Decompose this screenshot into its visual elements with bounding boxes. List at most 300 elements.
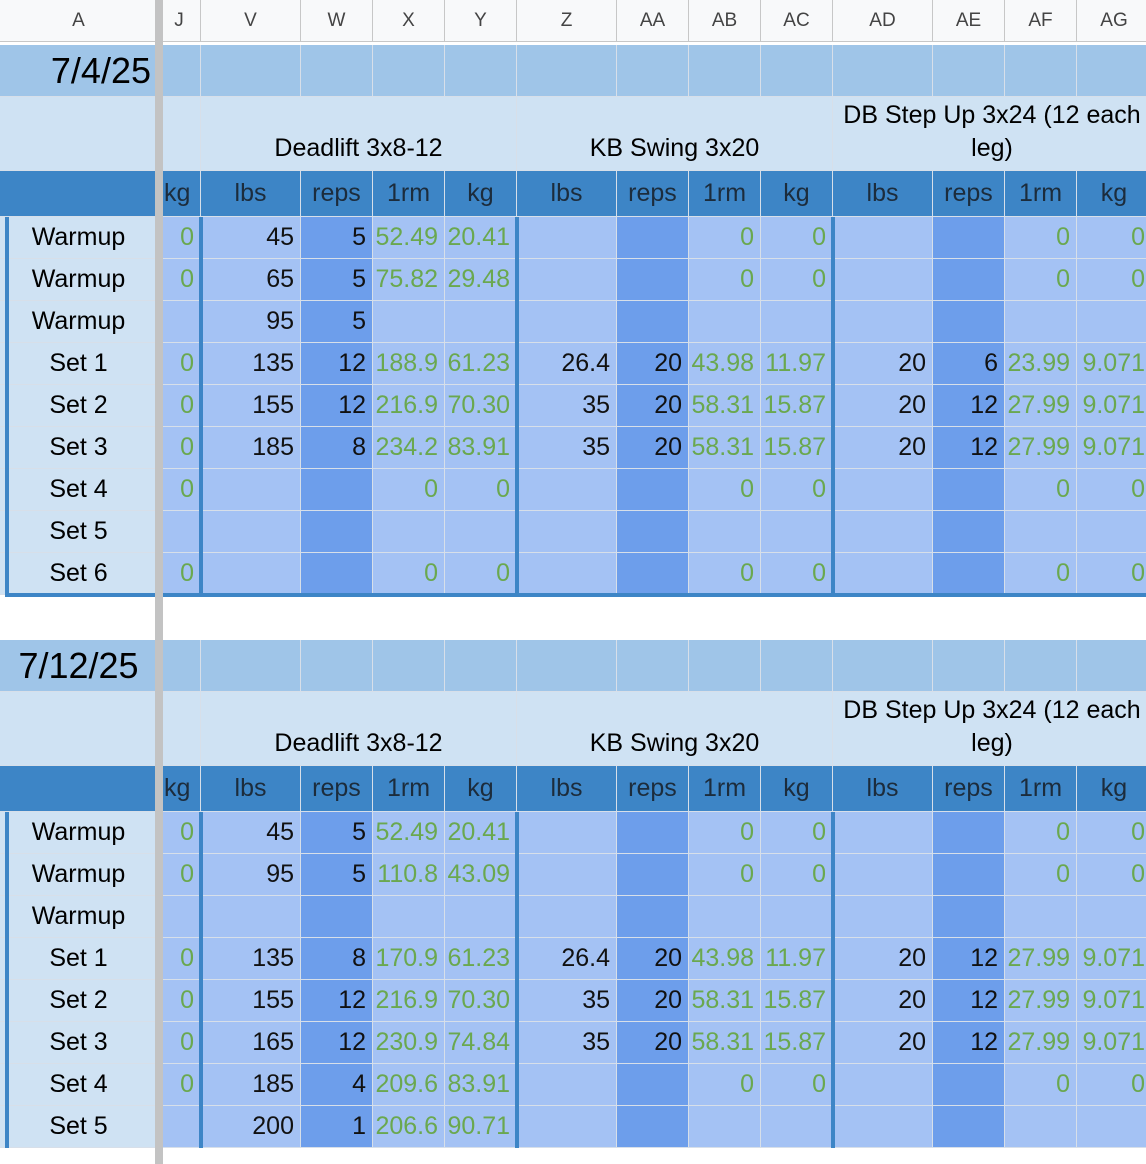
subheader-reps[interactable]: reps [933,171,1005,217]
data-cell[interactable]: 35 [517,1022,617,1064]
data-cell[interactable] [933,854,1005,896]
data-cell[interactable] [1077,1106,1146,1148]
data-cell[interactable]: 20 [617,385,689,427]
data-cell[interactable] [833,511,933,553]
data-cell[interactable]: 83.91 [445,1064,517,1106]
data-cell[interactable]: 234.2 [373,427,445,469]
data-cell[interactable]: 0 [1005,812,1077,854]
data-cell[interactable] [761,301,833,343]
data-cell[interactable] [833,301,933,343]
data-cell[interactable]: 12 [933,938,1005,980]
data-cell[interactable]: 135 [201,343,301,385]
data-cell[interactable]: 61.23 [445,343,517,385]
data-cell[interactable]: 0 [158,812,201,854]
column-header-x[interactable]: X [373,0,445,42]
column-header-af[interactable]: AF [1005,0,1077,42]
data-cell[interactable]: 12 [933,1022,1005,1064]
data-cell[interactable] [833,553,933,595]
data-cell[interactable]: 0 [1005,469,1077,511]
subheader-lbs[interactable]: lbs [833,766,933,812]
data-cell[interactable]: 20 [833,427,933,469]
column-header-a[interactable]: A [0,0,158,42]
row-label[interactable]: Warmup [0,854,158,896]
data-cell[interactable]: 27.99 [1005,1022,1077,1064]
exercise-band-cell[interactable] [158,692,201,766]
date-band-cell[interactable] [1005,640,1077,692]
data-cell[interactable]: 0 [158,259,201,301]
data-cell[interactable]: 74.84 [445,1022,517,1064]
data-cell[interactable]: 0 [689,812,761,854]
data-cell[interactable]: 0 [158,854,201,896]
data-cell[interactable]: 0 [158,217,201,259]
subheader-kg[interactable]: kg [445,171,517,217]
data-cell[interactable]: 43.98 [689,938,761,980]
date-band-cell[interactable] [689,640,761,692]
subheader-lbs[interactable]: lbs [517,171,617,217]
data-cell[interactable]: 0 [689,553,761,595]
data-cell[interactable]: 0 [761,259,833,301]
data-cell[interactable] [933,469,1005,511]
data-cell[interactable]: 0 [761,1064,833,1106]
data-cell[interactable] [617,217,689,259]
row-label[interactable]: Set 4 [0,1064,158,1106]
data-cell[interactable]: 8 [301,427,373,469]
data-cell[interactable]: 20 [833,1022,933,1064]
date-band-cell[interactable] [689,45,761,97]
date-band-cell[interactable] [761,640,833,692]
data-cell[interactable] [301,511,373,553]
column-header-ab[interactable]: AB [689,0,761,42]
data-cell[interactable]: 188.9 [373,343,445,385]
data-cell[interactable]: 27.99 [1005,938,1077,980]
data-cell[interactable] [445,511,517,553]
data-cell[interactable] [373,896,445,938]
data-cell[interactable]: 0 [1077,812,1146,854]
data-cell[interactable] [617,301,689,343]
data-cell[interactable]: 29.48 [445,259,517,301]
data-cell[interactable] [517,511,617,553]
date-band-cell[interactable] [158,45,201,97]
data-cell[interactable]: 20.41 [445,812,517,854]
data-cell[interactable] [1005,301,1077,343]
data-cell[interactable]: 20 [833,938,933,980]
data-cell[interactable] [517,217,617,259]
data-cell[interactable]: 0 [158,385,201,427]
data-cell[interactable] [689,1106,761,1148]
data-cell[interactable]: 0 [761,812,833,854]
exercise-band-cell[interactable] [0,97,158,171]
data-cell[interactable]: 5 [301,301,373,343]
data-cell[interactable]: 12 [301,385,373,427]
data-cell[interactable]: 35 [517,385,617,427]
data-cell[interactable]: 155 [201,385,301,427]
data-cell[interactable] [617,553,689,595]
data-cell[interactable] [833,259,933,301]
data-cell[interactable] [833,217,933,259]
data-cell[interactable] [373,301,445,343]
data-cell[interactable] [201,553,301,595]
exercise-band-cell[interactable] [0,692,158,766]
data-cell[interactable] [517,854,617,896]
session-date[interactable]: 7/4/25 [0,45,158,97]
data-cell[interactable]: 26.4 [517,343,617,385]
data-cell[interactable]: 200 [201,1106,301,1148]
data-cell[interactable] [517,1064,617,1106]
subheader-label-cell[interactable] [0,171,158,217]
data-cell[interactable]: 9.071 [1077,938,1146,980]
date-band-cell[interactable] [617,45,689,97]
data-cell[interactable]: 209.6 [373,1064,445,1106]
data-cell[interactable] [933,217,1005,259]
row-label[interactable]: Warmup [0,301,158,343]
data-cell[interactable]: 230.9 [373,1022,445,1064]
data-cell[interactable]: 135 [201,938,301,980]
data-cell[interactable]: 4 [301,1064,373,1106]
data-cell[interactable] [689,896,761,938]
data-cell[interactable] [833,1106,933,1148]
data-cell[interactable]: 58.31 [689,1022,761,1064]
data-cell[interactable] [933,1064,1005,1106]
subheader-kg[interactable]: kg [158,766,201,812]
data-cell[interactable]: 20 [617,427,689,469]
exercise-name-2[interactable]: KB Swing 3x20 [517,692,833,766]
data-cell[interactable]: 0 [1005,259,1077,301]
data-cell[interactable] [617,511,689,553]
data-cell[interactable]: 0 [761,217,833,259]
data-cell[interactable]: 5 [301,812,373,854]
data-cell[interactable]: 45 [201,812,301,854]
data-cell[interactable]: 0 [1005,854,1077,896]
data-cell[interactable] [445,896,517,938]
date-band-cell[interactable] [1077,45,1146,97]
date-band-cell[interactable] [301,45,373,97]
data-cell[interactable]: 0 [689,469,761,511]
data-cell[interactable]: 35 [517,980,617,1022]
exercise-name-1[interactable]: Deadlift 3x8-12 [201,97,517,171]
data-cell[interactable] [517,259,617,301]
data-cell[interactable]: 12 [301,980,373,1022]
subheader-1rm[interactable]: 1rm [689,171,761,217]
data-cell[interactable] [158,511,201,553]
subheader-1rm[interactable]: 1rm [1005,171,1077,217]
data-cell[interactable] [617,259,689,301]
data-cell[interactable]: 70.30 [445,385,517,427]
data-cell[interactable]: 1 [301,1106,373,1148]
subheader-kg[interactable]: kg [761,171,833,217]
data-cell[interactable]: 20 [833,980,933,1022]
data-cell[interactable] [158,896,201,938]
data-cell[interactable] [761,1106,833,1148]
data-cell[interactable]: 206.6 [373,1106,445,1148]
data-cell[interactable]: 20 [617,938,689,980]
data-cell[interactable]: 9.071 [1077,385,1146,427]
data-cell[interactable]: 12 [933,385,1005,427]
data-cell[interactable] [1077,896,1146,938]
data-cell[interactable]: 216.9 [373,385,445,427]
data-cell[interactable]: 5 [301,854,373,896]
date-band-cell[interactable] [1005,45,1077,97]
data-cell[interactable] [517,896,617,938]
data-cell[interactable]: 83.91 [445,427,517,469]
data-cell[interactable] [933,1106,1005,1148]
row-label[interactable]: Set 1 [0,938,158,980]
column-header-ad[interactable]: AD [833,0,933,42]
row-label[interactable]: Set 6 [0,553,158,595]
data-cell[interactable]: 0 [1005,553,1077,595]
data-cell[interactable] [617,812,689,854]
column-header-aa[interactable]: AA [617,0,689,42]
date-band-cell[interactable] [445,640,517,692]
data-cell[interactable]: 35 [517,427,617,469]
date-band-cell[interactable] [833,45,933,97]
data-cell[interactable] [445,301,517,343]
data-cell[interactable]: 5 [301,217,373,259]
data-cell[interactable]: 15.87 [761,385,833,427]
date-band-cell[interactable] [201,640,301,692]
data-cell[interactable]: 58.31 [689,980,761,1022]
data-cell[interactable] [761,511,833,553]
data-cell[interactable] [933,553,1005,595]
data-cell[interactable]: 12 [933,427,1005,469]
row-label[interactable]: Warmup [0,217,158,259]
date-band-cell[interactable] [158,640,201,692]
row-label[interactable]: Set 4 [0,469,158,511]
date-band-cell[interactable] [833,640,933,692]
date-band-cell[interactable] [517,45,617,97]
data-cell[interactable] [617,854,689,896]
row-label[interactable]: Warmup [0,896,158,938]
data-cell[interactable]: 0 [1005,1064,1077,1106]
data-cell[interactable]: 15.87 [761,427,833,469]
data-cell[interactable] [933,812,1005,854]
data-cell[interactable]: 27.99 [1005,385,1077,427]
column-header-ag[interactable]: AG [1077,0,1146,42]
data-cell[interactable] [833,1064,933,1106]
data-cell[interactable] [517,1106,617,1148]
data-cell[interactable]: 52.49 [373,217,445,259]
row-label[interactable]: Set 5 [0,511,158,553]
subheader-1rm[interactable]: 1rm [689,766,761,812]
row-label[interactable]: Set 1 [0,343,158,385]
data-cell[interactable]: 61.23 [445,938,517,980]
date-band-cell[interactable] [373,640,445,692]
column-header-w[interactable]: W [301,0,373,42]
data-cell[interactable]: 0 [373,469,445,511]
subheader-label-cell[interactable] [0,766,158,812]
data-cell[interactable] [617,896,689,938]
data-cell[interactable]: 0 [1077,259,1146,301]
data-cell[interactable]: 0 [445,553,517,595]
data-cell[interactable]: 20 [617,343,689,385]
data-cell[interactable]: 9.071 [1077,980,1146,1022]
data-cell[interactable]: 0 [158,469,201,511]
date-band-cell[interactable] [933,45,1005,97]
column-header-v[interactable]: V [201,0,301,42]
subheader-kg[interactable]: kg [158,171,201,217]
date-band-cell[interactable] [445,45,517,97]
date-band-cell[interactable] [617,640,689,692]
data-cell[interactable]: 0 [158,553,201,595]
subheader-1rm[interactable]: 1rm [373,766,445,812]
data-cell[interactable] [201,896,301,938]
data-cell[interactable]: 110.8 [373,854,445,896]
data-cell[interactable]: 43.09 [445,854,517,896]
data-cell[interactable]: 0 [689,854,761,896]
subheader-reps[interactable]: reps [617,171,689,217]
data-cell[interactable] [301,553,373,595]
frozen-column-divider[interactable] [155,0,163,1164]
data-cell[interactable]: 0 [158,1022,201,1064]
data-cell[interactable]: 0 [689,217,761,259]
data-cell[interactable]: 0 [158,980,201,1022]
exercise-band-cell[interactable] [158,97,201,171]
row-label[interactable]: Set 3 [0,427,158,469]
data-cell[interactable]: 0 [1077,469,1146,511]
data-cell[interactable]: 0 [158,343,201,385]
date-band-cell[interactable] [517,640,617,692]
data-cell[interactable] [933,301,1005,343]
exercise-name-3[interactable]: DB Step Up 3x24 (12 each leg) [833,692,1146,766]
data-cell[interactable]: 20 [617,980,689,1022]
exercise-name-3[interactable]: DB Step Up 3x24 (12 each leg) [833,97,1146,171]
data-cell[interactable]: 5 [301,259,373,301]
data-cell[interactable]: 0 [689,1064,761,1106]
data-cell[interactable]: 58.31 [689,427,761,469]
row-label[interactable]: Warmup [0,812,158,854]
data-cell[interactable]: 0 [1077,217,1146,259]
data-cell[interactable]: 70.30 [445,980,517,1022]
column-header-ae[interactable]: AE [933,0,1005,42]
subheader-lbs[interactable]: lbs [833,171,933,217]
data-cell[interactable] [1077,511,1146,553]
column-header-y[interactable]: Y [445,0,517,42]
data-cell[interactable]: 0 [689,259,761,301]
data-cell[interactable] [1005,1106,1077,1148]
data-cell[interactable] [617,1106,689,1148]
data-cell[interactable]: 6 [933,343,1005,385]
data-cell[interactable] [833,854,933,896]
data-cell[interactable] [517,301,617,343]
data-cell[interactable]: 11.97 [761,938,833,980]
data-cell[interactable]: 0 [1077,854,1146,896]
data-cell[interactable] [301,469,373,511]
data-cell[interactable]: 0 [158,938,201,980]
date-band-cell[interactable] [301,640,373,692]
data-cell[interactable] [201,469,301,511]
data-cell[interactable]: 185 [201,427,301,469]
date-band-cell[interactable] [373,45,445,97]
data-cell[interactable]: 0 [1077,1064,1146,1106]
data-cell[interactable]: 95 [201,301,301,343]
data-cell[interactable]: 15.87 [761,980,833,1022]
row-label[interactable]: Set 2 [0,980,158,1022]
session-date[interactable]: 7/12/25 [0,640,158,692]
data-cell[interactable]: 23.99 [1005,343,1077,385]
data-cell[interactable]: 0 [1005,217,1077,259]
data-cell[interactable]: 27.99 [1005,427,1077,469]
subheader-1rm[interactable]: 1rm [1005,766,1077,812]
data-cell[interactable] [158,301,201,343]
data-cell[interactable] [158,1106,201,1148]
row-label[interactable]: Set 5 [0,1106,158,1148]
exercise-name-2[interactable]: KB Swing 3x20 [517,97,833,171]
date-band-cell[interactable] [933,640,1005,692]
data-cell[interactable] [517,469,617,511]
data-cell[interactable]: 0 [373,553,445,595]
subheader-reps[interactable]: reps [301,171,373,217]
data-cell[interactable] [1005,896,1077,938]
data-cell[interactable]: 9.071 [1077,1022,1146,1064]
data-cell[interactable]: 90.71 [445,1106,517,1148]
subheader-kg[interactable]: kg [1077,766,1146,812]
date-band-cell[interactable] [1077,640,1146,692]
data-cell[interactable]: 0 [761,469,833,511]
data-cell[interactable]: 0 [158,427,201,469]
subheader-lbs[interactable]: lbs [517,766,617,812]
data-cell[interactable]: 0 [1077,553,1146,595]
date-band-cell[interactable] [201,45,301,97]
row-label[interactable]: Warmup [0,259,158,301]
data-cell[interactable] [201,511,301,553]
data-cell[interactable]: 9.071 [1077,343,1146,385]
data-cell[interactable]: 170.9 [373,938,445,980]
data-cell[interactable]: 43.98 [689,343,761,385]
data-cell[interactable]: 0 [761,854,833,896]
data-cell[interactable] [301,896,373,938]
data-cell[interactable] [517,812,617,854]
data-cell[interactable] [517,553,617,595]
subheader-reps[interactable]: reps [301,766,373,812]
subheader-kg[interactable]: kg [1077,171,1146,217]
data-cell[interactable] [761,896,833,938]
data-cell[interactable]: 45 [201,217,301,259]
data-cell[interactable] [373,511,445,553]
data-cell[interactable] [933,259,1005,301]
data-cell[interactable]: 216.9 [373,980,445,1022]
data-cell[interactable]: 75.82 [373,259,445,301]
data-cell[interactable]: 185 [201,1064,301,1106]
data-cell[interactable] [617,469,689,511]
data-cell[interactable]: 58.31 [689,385,761,427]
data-cell[interactable]: 52.49 [373,812,445,854]
subheader-1rm[interactable]: 1rm [373,171,445,217]
data-cell[interactable] [933,896,1005,938]
data-cell[interactable]: 12 [301,343,373,385]
data-cell[interactable]: 95 [201,854,301,896]
subheader-lbs[interactable]: lbs [201,766,301,812]
data-cell[interactable]: 165 [201,1022,301,1064]
subheader-kg[interactable]: kg [761,766,833,812]
column-header-ac[interactable]: AC [761,0,833,42]
exercise-name-1[interactable]: Deadlift 3x8-12 [201,692,517,766]
data-cell[interactable]: 12 [933,980,1005,1022]
data-cell[interactable] [1005,511,1077,553]
data-cell[interactable]: 0 [445,469,517,511]
row-label[interactable]: Set 2 [0,385,158,427]
data-cell[interactable]: 11.97 [761,343,833,385]
data-cell[interactable]: 20 [833,385,933,427]
data-cell[interactable]: 155 [201,980,301,1022]
data-cell[interactable] [933,511,1005,553]
data-cell[interactable] [833,812,933,854]
row-label[interactable]: Set 3 [0,1022,158,1064]
data-cell[interactable]: 9.071 [1077,427,1146,469]
data-cell[interactable]: 65 [201,259,301,301]
data-cell[interactable] [617,1064,689,1106]
subheader-lbs[interactable]: lbs [201,171,301,217]
data-cell[interactable] [689,511,761,553]
data-cell[interactable]: 8 [301,938,373,980]
